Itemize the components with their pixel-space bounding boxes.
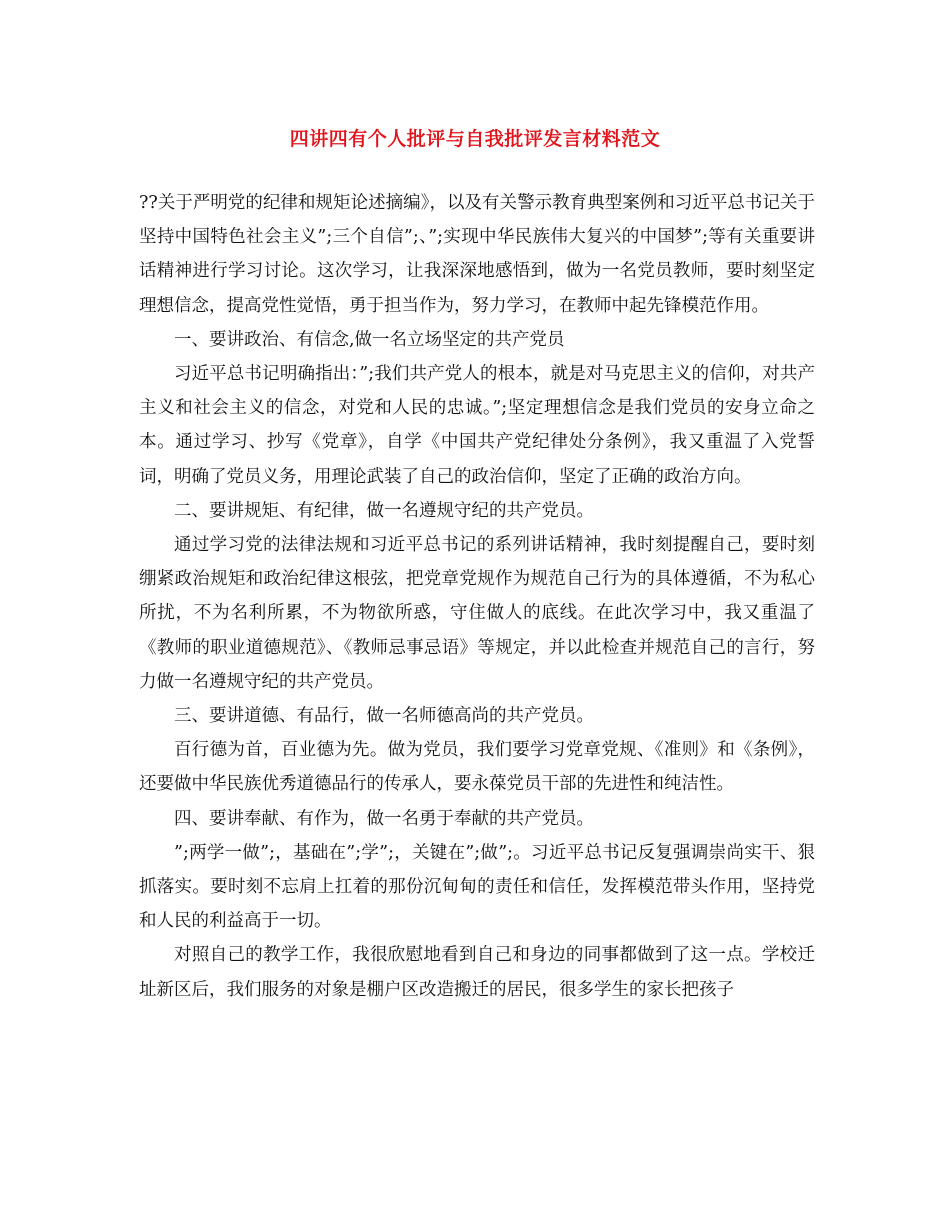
paragraph-reflection: 对照自己的教学工作，我很欣慰地看到自己和身边的同事都做到了这一点。学校迁址新区后，我们服务的对象是棚户区改造搬迁的居民，很多学生的家长把孩子 <box>139 945 815 1000</box>
section-heading-4: 四、要讲奉献、有作为，做一名勇于奉献的共产党员。 <box>174 808 594 829</box>
document-body <box>139 186 815 1007</box>
section-heading-1: 一、要讲政治、有信念,做一名立场坚定的共产党员 <box>174 329 565 350</box>
paragraph-section-2: 通过学习党的法律法规和习近平总书记的系列讲话精神，我时刻提醒自己，要时刻绷紧政治规矩和政治纪律这根弦，把党章党规作为规范自己行为的具体遵循，不为私心所扰，不为名利所累，不为物欲所惑，守住做人的底线。在此次学习中，我又重温了《教师的职业道德规范》、《教师忌事忌语》等规定，并以此检查并规范自己的言行，努力做一名遵规守纪的共产党员。 <box>139 535 815 692</box>
paragraph-section-4: ”;两学一做”;，基础在”;学”;，关键在”;做”;。习近平总书记反复强调崇尚实干、狠抓落实。要时刻不忘肩上扛着的那份沉甸甸的责任和信任，发挥模范带头作用，坚持党和人民的利益高于一切。 <box>139 842 815 932</box>
section-heading-2: 二、要讲规矩、有纪律，做一名遵规守纪的共产党员。 <box>174 500 594 521</box>
paragraph-intro: ??关于严明党的纪律和规矩论述摘编》，以及有关警示教育典型案例和习近平总书记关于坚持中国特色社会主义”;三个自信”;、”;实现中华民族伟大复兴的中国梦”;等有关重要讲话精神进行学习讨论。这次学习，让我深深地感悟到，做为一名党员教师，要时刻坚定理想信念，提高党性觉悟，勇于担当作为，努力学习，在教师中起先锋模范作用。 <box>139 193 815 316</box>
paragraph-section-1: 习近平总书记明确指出：”;我们共产党人的根本，就是对马克思主义的信仰，对共产主义和社会主义的信念，对党和人民的忠诚。”;坚定理想信念是我们党员的安身立命之本。通过学习、抄写《党章》，自学《中国共产党纪律处分条例》，我又重温了入党誓词，明确了党员义务，用理论武装了自己的政治信仰，坚定了正确的政治方向。 <box>139 364 815 487</box>
document-title: 四讲四有个人批评与自我批评发言材料范文 <box>289 128 661 150</box>
paragraph-section-3: 百行德为首，百业德为先。做为党员，我们要学习党章党规、《准则》和《条例》，还要做中华民族优秀道德品行的传承人，要永葆党员干部的先进性和纯洁性。 <box>139 740 815 795</box>
section-heading-3: 三、要讲道德、有品行，做一名师德高尚的共产党员。 <box>174 706 594 727</box>
